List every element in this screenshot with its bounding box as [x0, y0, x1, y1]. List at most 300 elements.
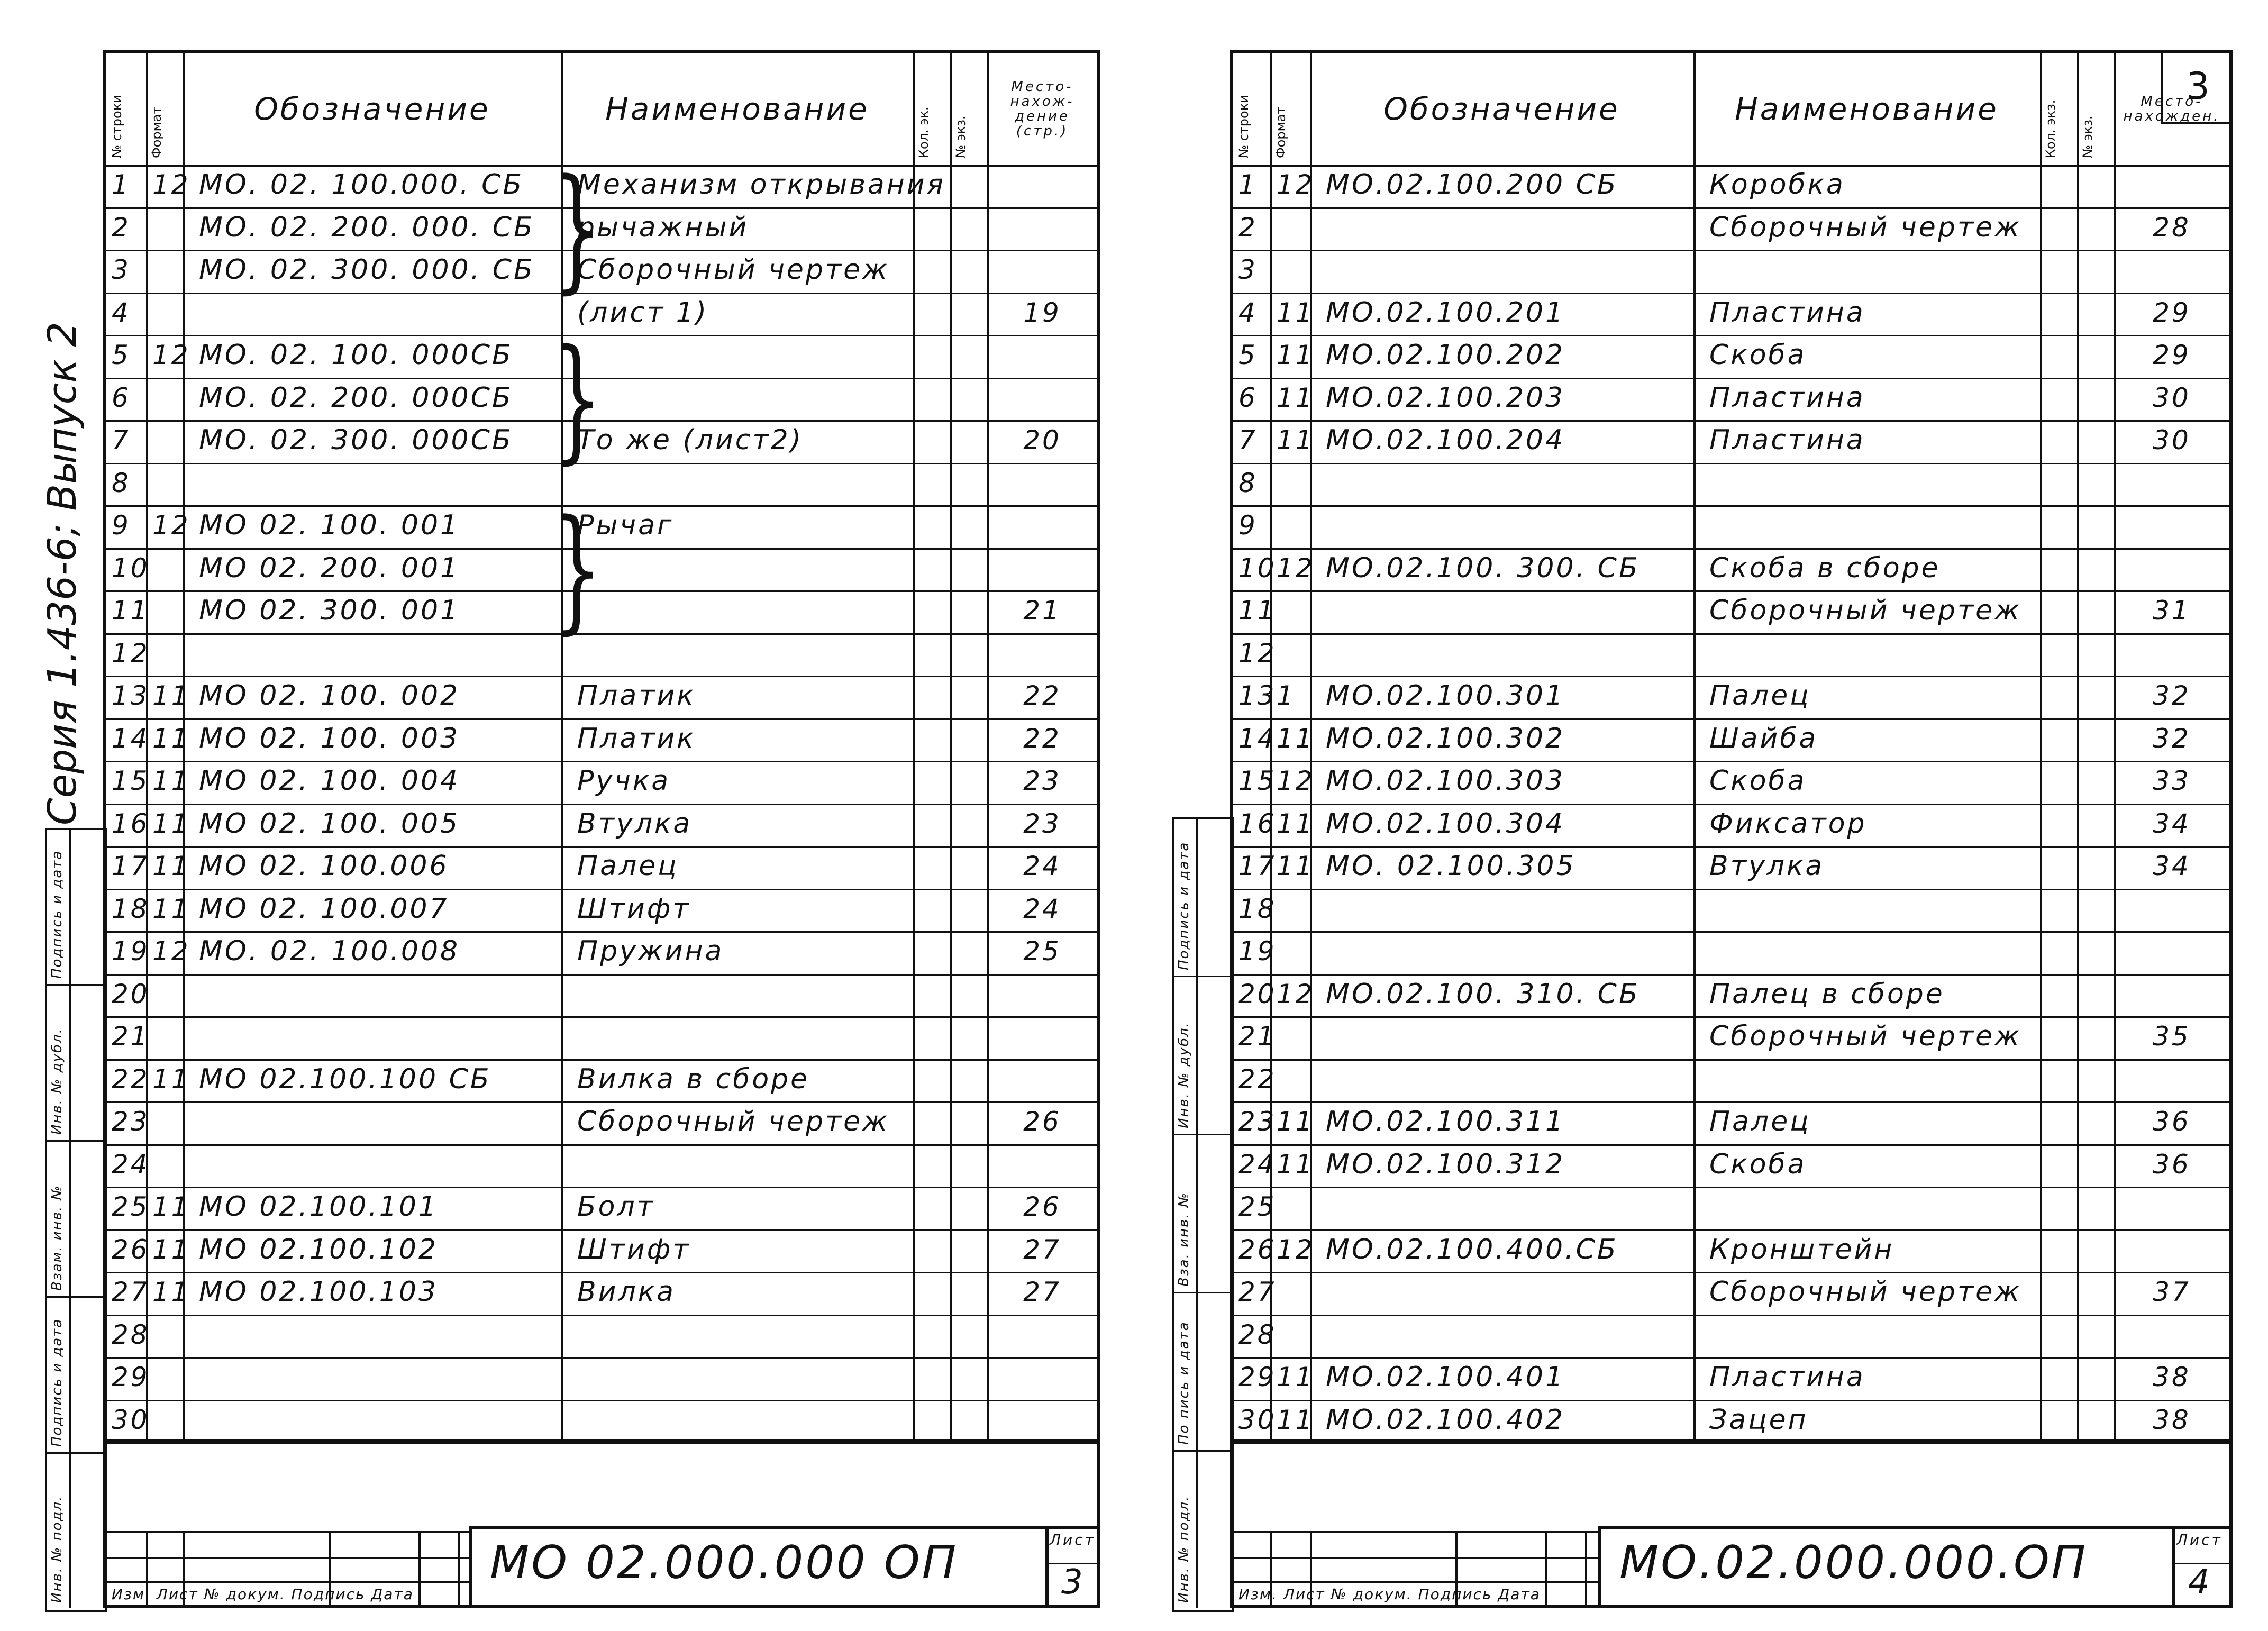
side-stamp-column — [1196, 817, 1198, 1608]
row-number: 9 — [1238, 510, 1258, 541]
row-designation: МО 02. 100.006 — [199, 850, 449, 882]
row-number: 8 — [112, 467, 131, 498]
row-location: 22 — [1023, 680, 1061, 711]
row-designation: МО 02. 100. 003 — [199, 722, 460, 754]
row-divider — [1233, 1229, 2229, 1231]
side-stamp-divider — [45, 1452, 103, 1454]
row-location: 29 — [2153, 340, 2191, 370]
title-block-divider — [1233, 1531, 1598, 1533]
row-designation: МО. 02.100.305 — [1326, 850, 1576, 882]
row-name: Рычаг — [577, 509, 674, 541]
stamp-top-line — [469, 1526, 1097, 1529]
title-block-divider — [106, 1531, 469, 1533]
row-designation: МО. 02. 300. 000. СБ — [199, 254, 535, 286]
sheet-label: Лист — [1050, 1531, 1096, 1548]
row-location: 23 — [1023, 808, 1061, 839]
side-stamp-label: Подпись и дата — [1176, 841, 1192, 970]
column-divider — [1693, 53, 1696, 1442]
row-designation: МО. 02. 100.000. СБ — [199, 169, 524, 201]
header-name: Наименование — [1735, 91, 1999, 127]
row-designation: МО.02.100.401 — [1326, 1361, 1565, 1393]
row-number: 24 — [112, 1149, 150, 1180]
row-location: 37 — [2153, 1277, 2191, 1307]
title-block-labels: Изм. Лист № докум. Подпись Дата — [112, 1586, 414, 1603]
sheet-number: 4 — [2188, 1563, 2212, 1602]
row-number: 18 — [1238, 893, 1277, 924]
row-designation: МО 02. 200. 001 — [199, 552, 460, 584]
row-location: 36 — [2153, 1149, 2191, 1180]
row-format: 11 — [152, 1063, 190, 1095]
row-number: 26 — [1238, 1234, 1277, 1265]
row-divider — [1233, 378, 2229, 379]
row-divider — [1233, 505, 2229, 507]
row-name: Пластина — [1709, 1361, 1865, 1393]
row-number: 15 — [1238, 766, 1277, 796]
right-sheet — [1230, 50, 2233, 1608]
row-format: 11 — [152, 1191, 190, 1222]
row-divider — [106, 761, 1097, 762]
row-number: 9 — [112, 510, 131, 541]
row-name: Штифт — [577, 1233, 691, 1265]
row-name: (лист 1) — [577, 296, 709, 329]
title-block-column — [1585, 1531, 1587, 1605]
column-divider — [950, 53, 952, 1442]
row-designation: МО. 02. 200. 000СБ — [199, 381, 513, 414]
row-format: 12 — [152, 510, 190, 541]
row-format: 11 — [1277, 1149, 1315, 1180]
row-designation: МО.02.100.204 — [1326, 424, 1565, 456]
title-block-divider — [1233, 1557, 1598, 1559]
row-number: 19 — [112, 936, 150, 967]
row-number: 1 — [1238, 169, 1258, 200]
row-number: 10 — [112, 552, 150, 584]
row-number: 27 — [112, 1277, 150, 1307]
stamp-divider — [469, 1526, 472, 1605]
row-divider — [1233, 463, 2229, 464]
row-format: 12 — [1277, 766, 1315, 796]
row-designation: МО 02. 100.007 — [199, 892, 449, 925]
row-number: 12 — [112, 637, 150, 669]
row-location: 25 — [1023, 936, 1061, 967]
row-number: 29 — [1238, 1362, 1277, 1392]
header-designation: Обозначение — [254, 91, 490, 127]
row-format: 1 — [1277, 680, 1296, 711]
row-format: 11 — [1277, 1404, 1315, 1435]
series-caption: Серия 1.436-6; Выпуск 2 — [40, 322, 85, 825]
row-format: 12 — [1277, 1234, 1315, 1265]
row-number: 23 — [1238, 1106, 1277, 1137]
row-number: 28 — [1238, 1319, 1277, 1350]
side-stamp-label: Инв. № подл. — [1176, 1495, 1192, 1603]
stamp-top-line — [1598, 1526, 2229, 1529]
side-stamp-label: Вза. инв. № — [1176, 1192, 1192, 1287]
row-number: 23 — [112, 1106, 150, 1137]
row-name: Шайба — [1709, 722, 1818, 754]
row-name: Платик — [577, 680, 696, 712]
row-name: Скоба — [1709, 339, 1807, 371]
row-divider — [106, 804, 1097, 805]
row-designation: МО 02. 100. 005 — [199, 807, 460, 840]
row-name: Пластина — [1709, 424, 1865, 456]
row-location: 21 — [1023, 595, 1061, 626]
sheet-divider — [2172, 1526, 2175, 1605]
row-format: 11 — [152, 1277, 190, 1307]
row-divider — [1233, 804, 2229, 805]
row-name: Сборочный чертеж — [1709, 595, 2021, 626]
header-row-number: № строки — [1236, 95, 1251, 158]
row-designation: МО.02.100.312 — [1326, 1148, 1565, 1180]
row-divider — [106, 1272, 1097, 1273]
row-number: 16 — [1238, 808, 1277, 839]
row-divider — [1233, 207, 2229, 209]
row-format: 12 — [152, 936, 190, 967]
row-number: 22 — [112, 1063, 150, 1095]
row-divider — [1233, 293, 2229, 294]
row-name: Сборочный чертеж — [1709, 211, 2021, 243]
row-designation: МО. 02. 100. 000СБ — [199, 339, 513, 371]
row-location: 26 — [1023, 1106, 1061, 1137]
row-divider — [106, 1101, 1097, 1103]
row-number: 18 — [112, 893, 150, 924]
row-divider — [1233, 1016, 2229, 1018]
row-number: 13 — [1238, 680, 1277, 711]
row-number: 29 — [112, 1362, 150, 1392]
side-stamp-label: Инв. № дубл. — [1176, 1022, 1192, 1128]
row-designation: МО.02.100.311 — [1326, 1106, 1565, 1137]
row-designation: МО 02. 100. 004 — [199, 765, 460, 797]
row-number: 6 — [112, 382, 131, 413]
row-number: 17 — [1238, 851, 1277, 881]
row-location: 26 — [1023, 1191, 1061, 1222]
row-number: 16 — [112, 808, 150, 839]
row-number: 22 — [1238, 1063, 1277, 1095]
row-designation: МО.02.100. 310. СБ — [1326, 978, 1640, 1010]
row-designation: МО.02.100.301 — [1326, 680, 1565, 712]
row-location: 29 — [2153, 297, 2191, 328]
row-divider — [1233, 1101, 2229, 1103]
title-block-column — [458, 1531, 460, 1605]
row-divider — [106, 1144, 1097, 1146]
row-number: 30 — [1238, 1404, 1277, 1435]
row-divider — [1233, 633, 2229, 635]
row-location: 19 — [1023, 297, 1061, 328]
row-location: 38 — [2153, 1362, 2191, 1392]
row-name: Пружина — [577, 935, 724, 967]
row-number: 20 — [1238, 978, 1277, 1009]
row-format: 11 — [152, 723, 190, 754]
row-designation: МО.02.100.304 — [1326, 807, 1565, 840]
row-location: 30 — [2153, 425, 2191, 455]
row-designation: МО.02.100.202 — [1326, 339, 1565, 371]
side-stamp-divider — [45, 984, 103, 986]
row-divider — [1233, 889, 2229, 890]
column-divider — [913, 53, 915, 1442]
row-designation: МО. 02. 200. 000. СБ — [199, 211, 535, 243]
side-stamp-divider — [45, 828, 103, 830]
column-divider — [2040, 53, 2042, 1442]
row-name: То же (лист2) — [577, 424, 804, 456]
side-stamp-divider — [45, 1140, 103, 1142]
row-designation: МО. 02. 100.008 — [199, 935, 460, 967]
row-designation: МО.02.100.203 — [1326, 381, 1565, 414]
row-divider — [1233, 676, 2229, 677]
title-block — [106, 1439, 1097, 1605]
row-number: 21 — [112, 1021, 150, 1052]
row-name: Кронштейн — [1709, 1233, 1894, 1265]
row-designation: МО 02.100.102 — [199, 1233, 439, 1265]
side-stamp-label: По пись и дата — [1176, 1321, 1192, 1445]
row-number: 12 — [1238, 637, 1277, 669]
header-format: Формат — [1273, 106, 1288, 158]
row-location: 24 — [1023, 893, 1061, 924]
row-name: Втулка — [577, 807, 693, 840]
row-divider — [106, 846, 1097, 848]
row-number: 2 — [1238, 212, 1258, 243]
side-stamp-divider — [1172, 976, 1230, 977]
row-divider — [106, 676, 1097, 677]
row-format: 11 — [1277, 723, 1315, 754]
row-name: Вилка в сборе — [577, 1063, 810, 1095]
side-stamp-divider — [1172, 817, 1230, 819]
row-number: 1 — [112, 169, 131, 200]
row-name: Скоба — [1709, 765, 1807, 797]
row-designation: МО.02.100.402 — [1326, 1404, 1565, 1436]
row-divider — [1233, 250, 2229, 251]
row-name: Палец — [577, 850, 679, 882]
sheet-label: Лист — [2176, 1531, 2223, 1548]
header-quantity: Кол. экз. — [2043, 99, 2058, 158]
row-location: 28 — [2153, 212, 2191, 243]
row-format: 11 — [1277, 340, 1315, 370]
row-name: Ручка — [577, 765, 671, 797]
row-name: Коробка — [1709, 169, 1845, 201]
row-number: 8 — [1238, 467, 1258, 498]
row-number: 17 — [112, 851, 150, 881]
row-designation: МО 02. 100. 002 — [199, 680, 460, 712]
row-divider — [106, 889, 1097, 890]
row-designation: МО. 02. 300. 000СБ — [199, 424, 513, 456]
row-designation: МО 02.100.101 — [199, 1191, 439, 1223]
row-divider — [106, 974, 1097, 976]
row-location: 27 — [1023, 1234, 1061, 1265]
row-designation: МО 02.100.103 — [199, 1276, 439, 1308]
row-format: 11 — [1277, 297, 1315, 328]
header-copy-number: № экз. — [2080, 115, 2095, 158]
row-name: Сборочный чертеж — [1709, 1276, 2021, 1308]
row-number: 7 — [1238, 425, 1258, 455]
row-number: 21 — [1238, 1021, 1277, 1052]
row-location: 34 — [2153, 808, 2191, 839]
row-format: 11 — [152, 893, 190, 924]
sheet-divider — [1045, 1526, 1049, 1605]
row-number: 28 — [112, 1319, 150, 1350]
row-location: 32 — [2153, 680, 2191, 711]
row-name: Скоба в сборе — [1709, 552, 1941, 584]
row-name: Сборочный чертеж — [577, 254, 889, 286]
row-name: Палец — [1709, 1106, 1811, 1137]
document-code: МО.02.000.000.ОП — [1619, 1536, 2088, 1589]
row-name: Палец — [1709, 680, 1811, 712]
title-block — [1233, 1439, 2229, 1605]
title-block-divider — [106, 1581, 469, 1583]
row-format: 11 — [1277, 1106, 1315, 1137]
header-designation: Обозначение — [1383, 91, 1620, 127]
row-designation: МО.02.100.200 СБ — [1326, 169, 1618, 201]
row-designation: МО 02.100.100 СБ — [199, 1063, 491, 1095]
row-divider — [1233, 1059, 2229, 1061]
row-designation: МО 02. 300. 001 — [199, 595, 460, 626]
row-number: 14 — [1238, 723, 1277, 754]
row-divider — [106, 1016, 1097, 1018]
row-divider — [106, 1315, 1097, 1316]
side-stamp-label: Инв. № дубл. — [49, 1028, 65, 1135]
row-location: 20 — [1023, 425, 1061, 455]
row-designation: МО.02.100.400.СБ — [1326, 1233, 1618, 1265]
row-number: 20 — [112, 978, 150, 1009]
row-format: 11 — [152, 680, 190, 711]
header-divider — [1233, 165, 2229, 167]
row-number: 27 — [1238, 1277, 1277, 1307]
row-divider — [106, 1400, 1097, 1401]
row-divider — [1233, 1272, 2229, 1273]
row-number: 24 — [1238, 1149, 1277, 1180]
row-name: Зацеп — [1709, 1404, 1808, 1436]
row-divider — [1233, 761, 2229, 762]
row-divider — [1233, 1315, 2229, 1316]
row-name: Палец в сборе — [1709, 978, 1945, 1010]
row-location: 35 — [2153, 1021, 2191, 1052]
side-stamp-label: Инв. № подл. — [49, 1495, 65, 1603]
header-location: Место-нахож-дение (стр.) — [1010, 79, 1074, 139]
row-number: 11 — [1238, 595, 1277, 626]
side-stamp-column — [69, 828, 71, 1608]
row-format: 11 — [1277, 851, 1315, 881]
document-code: МО 02.000.000 ОП — [490, 1536, 959, 1589]
row-location: 36 — [2153, 1106, 2191, 1137]
row-number: 4 — [112, 297, 131, 328]
row-number: 3 — [112, 254, 131, 285]
row-divider — [1233, 335, 2229, 336]
row-name: Вилка — [577, 1276, 676, 1308]
column-divider — [2077, 53, 2079, 1442]
side-stamp-divider — [1172, 1134, 1230, 1135]
header-name: Наименование — [605, 91, 869, 127]
row-name: Штифт — [577, 892, 691, 925]
row-format: 12 — [152, 169, 190, 200]
stamp-divider — [1598, 1526, 1601, 1605]
row-designation: МО.02.100. 300. СБ — [1326, 552, 1640, 584]
title-block-labels: Изм. Лист № докум. Подпись Дата — [1238, 1586, 1541, 1603]
row-name: Сборочный чертеж — [1709, 1020, 2021, 1052]
row-number: 2 — [112, 212, 131, 243]
side-stamp-divider — [45, 1296, 103, 1298]
row-name: Сборочный чертеж — [577, 1106, 889, 1137]
row-format: 12 — [152, 340, 190, 370]
row-location: 33 — [2153, 766, 2191, 796]
title-block-divider — [106, 1557, 469, 1559]
side-stamp-label: Подпись и дата — [49, 850, 65, 979]
row-number: 15 — [112, 766, 150, 796]
title-block-column — [418, 1531, 421, 1605]
grouping-brace: } — [551, 321, 603, 477]
row-number: 25 — [1238, 1191, 1277, 1222]
row-number: 5 — [112, 340, 131, 370]
row-format: 11 — [1277, 425, 1315, 455]
row-divider — [1233, 548, 2229, 550]
row-number: 26 — [112, 1234, 150, 1265]
row-divider — [106, 1059, 1097, 1061]
title-block-divider — [1233, 1581, 1598, 1583]
row-divider — [106, 1229, 1097, 1231]
row-location: 31 — [2153, 595, 2191, 626]
row-number: 7 — [112, 425, 131, 455]
row-number: 11 — [112, 595, 150, 626]
corner-page-number: 3 — [2161, 50, 2233, 124]
row-number: 13 — [112, 680, 150, 711]
row-location: 38 — [2153, 1404, 2191, 1435]
title-block-column — [1545, 1531, 1547, 1605]
row-name: Платик — [577, 722, 696, 754]
row-name: Механизм открывания — [577, 169, 945, 201]
row-name: Фиксатор — [1709, 807, 1867, 840]
row-name: Пластина — [1709, 296, 1865, 329]
row-number: 5 — [1238, 340, 1258, 370]
row-divider — [1233, 1357, 2229, 1359]
row-format: 12 — [1277, 552, 1315, 584]
row-format: 12 — [1277, 978, 1315, 1009]
row-number: 6 — [1238, 382, 1258, 413]
header-format: Формат — [149, 106, 164, 158]
row-divider — [106, 931, 1097, 933]
header-row-number: № строки — [110, 95, 124, 158]
grouping-brace: } — [551, 491, 603, 647]
row-location: 27 — [1023, 1277, 1061, 1307]
row-divider — [1233, 974, 2229, 976]
side-stamp-label: Подпись и дата — [49, 1318, 65, 1447]
header-location: Место-нахожден. — [2123, 94, 2220, 124]
row-number: 14 — [112, 723, 150, 754]
row-divider — [1233, 1187, 2229, 1188]
header-copy-number: № экз. — [953, 115, 968, 158]
row-divider — [1233, 846, 2229, 848]
row-divider — [1233, 1144, 2229, 1146]
row-location: 30 — [2153, 382, 2191, 413]
row-format: 11 — [1277, 808, 1315, 839]
row-name: Втулка — [1709, 850, 1825, 882]
row-name: Болт — [577, 1191, 655, 1223]
side-stamp-divider — [1172, 1450, 1230, 1452]
row-format: 11 — [1277, 1362, 1315, 1392]
row-divider — [106, 1357, 1097, 1359]
row-name: Пластина — [1709, 381, 1865, 414]
row-location: 24 — [1023, 851, 1061, 881]
row-name: Скоба — [1709, 1148, 1807, 1180]
row-format: 11 — [152, 766, 190, 796]
row-format: 11 — [152, 851, 190, 881]
row-location: 34 — [2153, 851, 2191, 881]
row-designation: МО.02.100.303 — [1326, 765, 1565, 797]
row-number: 3 — [1238, 254, 1258, 285]
row-divider — [1233, 931, 2229, 933]
row-format: 11 — [152, 1234, 190, 1265]
side-stamp-divider — [1172, 1292, 1230, 1293]
row-divider — [1233, 718, 2229, 720]
row-divider — [1233, 420, 2229, 422]
row-number: 10 — [1238, 552, 1277, 584]
row-divider — [106, 1187, 1097, 1188]
row-location: 23 — [1023, 766, 1061, 796]
row-divider — [1233, 590, 2229, 592]
